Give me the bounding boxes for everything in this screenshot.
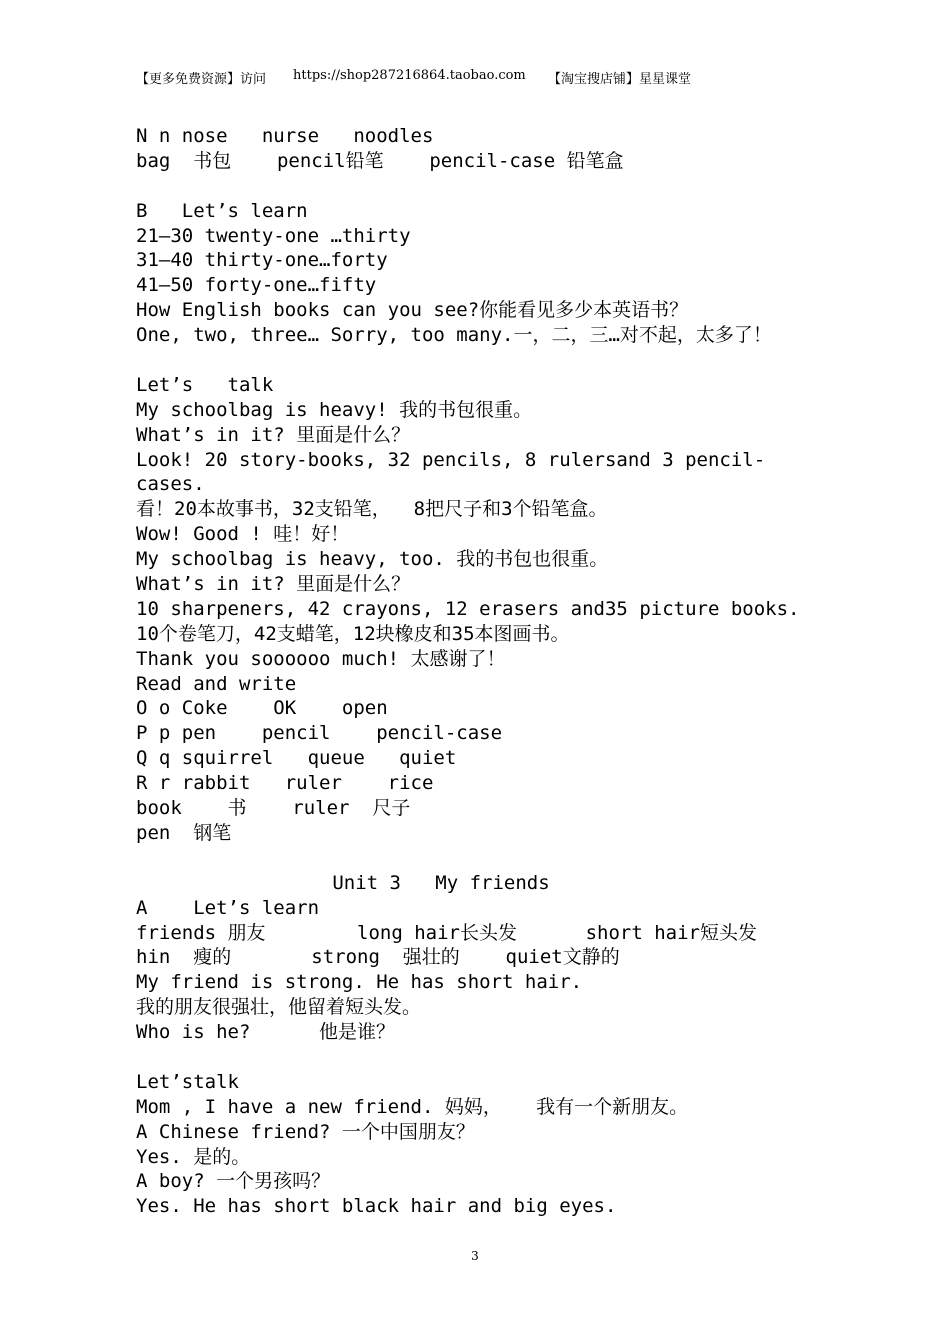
page-number: 3 bbox=[471, 1249, 479, 1263]
document-body bbox=[136, 124, 836, 1219]
text-line: What’s in it? 里面是什么？ bbox=[136, 423, 411, 446]
text-line: My schoolbag is heavy, too. 我的书包也很重。 bbox=[136, 548, 609, 571]
unit-title: Unit 3 My friends bbox=[332, 871, 550, 894]
text-line: 41—50 forty-one…fifty bbox=[136, 274, 377, 297]
blank-line bbox=[136, 348, 836, 373]
text-line: O o Coke OK open bbox=[136, 697, 388, 720]
text-line: friends 朋友 long hair长头发 short hair短头发 bbox=[136, 921, 757, 944]
text-line: Look! 20 story-books, 32 pencils, 8 rulersand 3 pencil- bbox=[136, 448, 766, 471]
text-line: 10个卷笔刀，42支蜡笔，12块橡皮和35本图画书。 bbox=[136, 622, 570, 645]
text-line: A Chinese friend? 一个中国朋友？ bbox=[136, 1120, 475, 1143]
text-line: Wow! Good ! 哇！好！ bbox=[136, 523, 350, 546]
text-line: book 书 ruler 尺子 bbox=[136, 797, 411, 820]
section-heading: Let’s talk bbox=[136, 373, 274, 396]
section-heading: Let’stalk bbox=[136, 1070, 239, 1093]
text-line: 31—40 thirty-one…forty bbox=[136, 249, 388, 272]
text-line: My schoolbag is heavy! 我的书包很重。 bbox=[136, 398, 533, 421]
blank-line bbox=[136, 846, 836, 871]
text-line: Yes. He has short black hair and big eyes. bbox=[136, 1195, 617, 1218]
blank-line bbox=[136, 174, 836, 199]
text-line: What’s in it? 里面是什么？ bbox=[136, 573, 411, 596]
text-line: hin 瘦的 strong 强壮的 quiet文静的 bbox=[136, 946, 620, 969]
text-line: 我的朋友很强壮，他留着短头发。 bbox=[136, 996, 422, 1019]
text-line: Thank you soooooo much! 太感谢了！ bbox=[136, 647, 506, 670]
text-line: N n nose nurse noodles bbox=[136, 125, 434, 147]
text-line: pen 钢笔 bbox=[136, 821, 232, 844]
text-line: One, two, three… Sorry, too many.一，二，三…对不起，太多了！ bbox=[136, 324, 772, 347]
text-line: A boy? 一个男孩吗？ bbox=[136, 1170, 331, 1193]
section-heading: A Let’s learn bbox=[136, 896, 320, 919]
text-line: P p pen pencil pencil-case bbox=[136, 722, 503, 745]
blank-line bbox=[136, 1045, 836, 1070]
text-line: Yes. 是的。 bbox=[136, 1145, 251, 1168]
text-line: Mom , I have a new friend. 妈妈， 我有一个新朋友。 bbox=[136, 1095, 689, 1118]
section-heading: Read and write bbox=[136, 672, 297, 695]
text-line: R r rabbit ruler rice bbox=[136, 772, 434, 795]
text-line: How English books can you see?你能看见多少本英语书？ bbox=[136, 299, 689, 322]
text-line: Who is he? 他是谁？ bbox=[136, 1021, 396, 1044]
header-right-text: 【淘宝搜店铺】星星课堂 bbox=[548, 72, 692, 87]
page-header bbox=[0, 68, 950, 86]
text-line: bag 书包 pencil铅笔 pencil-case 铅笔盒 bbox=[136, 149, 624, 172]
text-line: 21—30 twenty-one …thirty bbox=[136, 224, 411, 247]
text-line: cases. bbox=[136, 473, 205, 496]
header-url-link[interactable]: https://shop287216864.taobao.com bbox=[293, 68, 526, 83]
text-line: My friend is strong. He has short hair. bbox=[136, 971, 583, 994]
text-line: 10 sharpeners, 42 crayons, 12 erasers and35 picture books. bbox=[136, 597, 800, 620]
text-line: 看！20本故事书，32支铅笔， 8把尺子和3个铅笔盒。 bbox=[136, 498, 608, 521]
header-left-text: 【更多免费资源】访问 bbox=[136, 72, 267, 87]
text-line: Q q squirrel queue quiet bbox=[136, 747, 457, 770]
section-heading: B Let’s learn bbox=[136, 199, 308, 222]
